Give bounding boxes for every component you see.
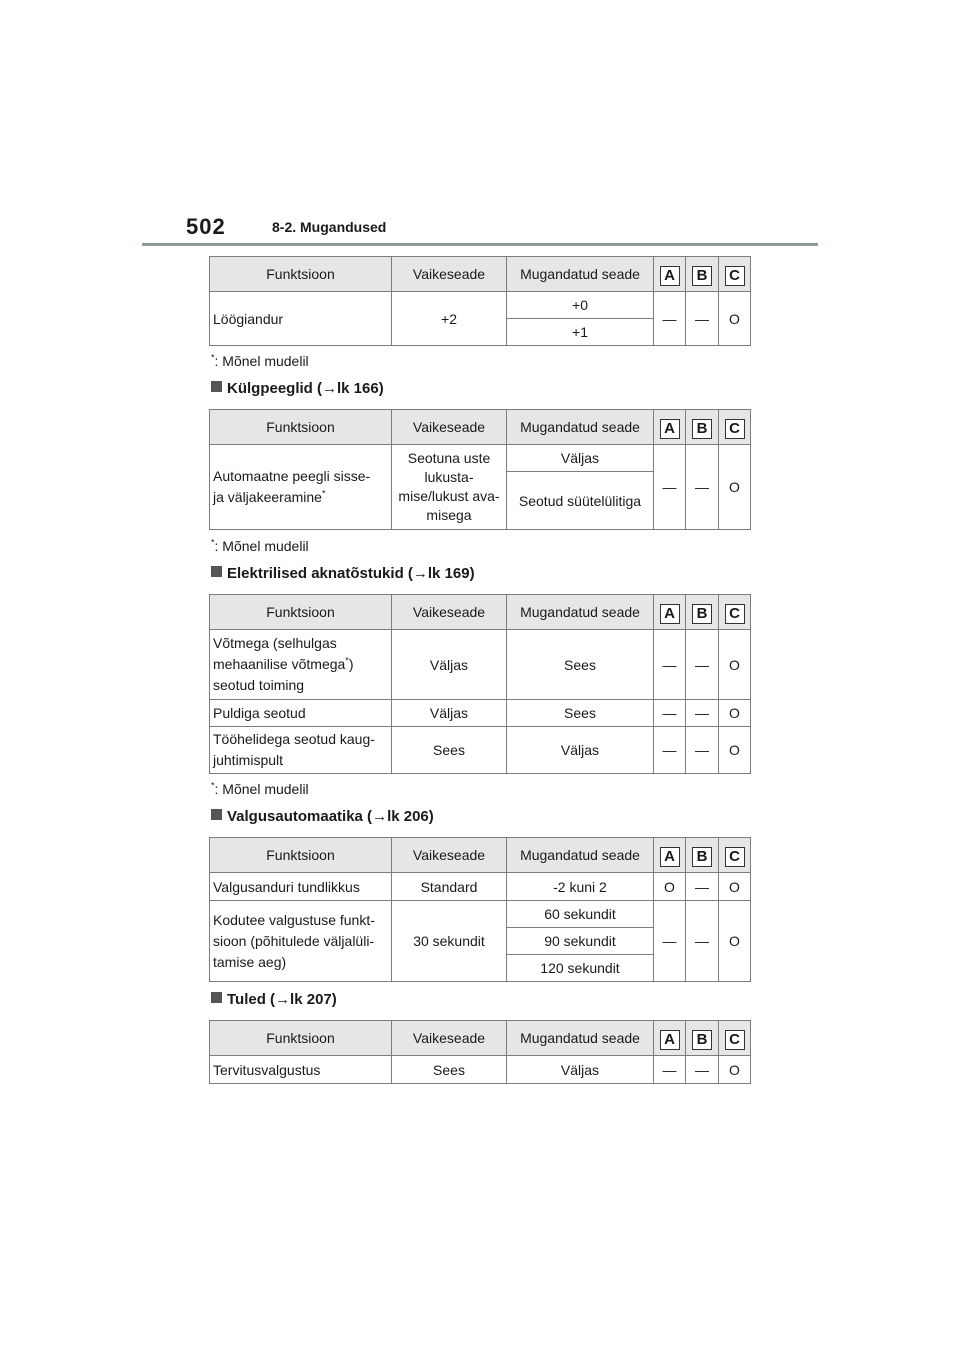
method-b-box: B (692, 1030, 712, 1050)
a-cell: O (654, 873, 686, 901)
table-row (210, 1056, 751, 1084)
settings-table-windows (209, 594, 751, 774)
column-header-default: Vaikeseade (392, 595, 507, 630)
table-header-row (210, 257, 751, 292)
column-header-custom: Mugandatud seade (507, 410, 654, 445)
function-cell: Automaatne peegli sisse- ja väljakeeramine* (210, 445, 392, 530)
a-cell: — (654, 445, 686, 530)
column-header-default: Vaikeseade (392, 410, 507, 445)
b-cell: — (686, 901, 719, 982)
column-header-function: Funktsioon (210, 257, 392, 292)
custom-cell: -2 kuni 2 (507, 873, 654, 901)
column-header-default: Vaikeseade (392, 1021, 507, 1056)
b-cell: — (686, 700, 719, 727)
column-header-custom: Mugandatud seade (507, 595, 654, 630)
table-header-row (210, 595, 751, 630)
column-header-b (686, 838, 719, 873)
default-cell: Seotuna uste lukusta- mise/lukust ava- misega (392, 445, 507, 530)
bullet-square-icon (211, 992, 222, 1003)
method-a-box: A (660, 419, 680, 439)
settings-table-mirrors (209, 409, 751, 530)
section-heading-lights: Tuled (→lk 207) (211, 991, 337, 1008)
custom-cell: +0 (507, 292, 654, 319)
table-row (210, 292, 751, 319)
method-c-box: C (725, 1030, 745, 1050)
column-header-c (719, 1021, 751, 1056)
method-b-box: B (692, 419, 712, 439)
c-cell: O (719, 292, 751, 346)
custom-cell: Sees (507, 700, 654, 727)
custom-cell: Väljas (507, 445, 654, 472)
c-cell: O (719, 873, 751, 901)
c-cell: O (719, 1056, 751, 1084)
custom-cell: Väljas (507, 1056, 654, 1084)
c-cell: O (719, 445, 751, 530)
column-header-c (719, 595, 751, 630)
a-cell: — (654, 630, 686, 700)
section-heading-windows: Elektrilised aknatõstukid (→lk 169) (211, 565, 475, 582)
column-header-a (654, 595, 686, 630)
default-cell: Sees (392, 727, 507, 774)
column-header-b (686, 257, 719, 292)
method-b-box: B (692, 847, 712, 867)
custom-cell: Väljas (507, 727, 654, 774)
column-header-b (686, 595, 719, 630)
column-header-b (686, 1021, 719, 1056)
default-cell: Väljas (392, 700, 507, 727)
c-cell: O (719, 727, 751, 774)
c-cell: O (719, 901, 751, 982)
method-b-box: B (692, 604, 712, 624)
table-row (210, 700, 751, 727)
section-heading-lights-auto: Valgusautomaatika (→lk 206) (211, 808, 434, 825)
column-header-c (719, 838, 751, 873)
function-cell: Tööhelidega seotud kaug- juhtimispult (210, 727, 392, 774)
table-row (210, 445, 751, 472)
column-header-custom: Mugandatud seade (507, 838, 654, 873)
section-heading-mirrors: Külgpeeglid (→lk 166) (211, 380, 384, 397)
a-cell: — (654, 901, 686, 982)
column-header-c (719, 410, 751, 445)
function-cell: Valgusanduri tundlikkus (210, 873, 392, 901)
method-c-box: C (725, 419, 745, 439)
method-c-box: C (725, 604, 745, 624)
method-c-box: C (725, 266, 745, 286)
column-header-function: Funktsioon (210, 838, 392, 873)
function-cell: Kodutee valgustuse funkt- sioon (põhitulede väljalüli- tamise aeg) (210, 901, 392, 982)
function-cell: Tervitusvalgustus (210, 1056, 392, 1084)
method-b-box: B (692, 266, 712, 286)
function-cell: Võtmega (selhulgas mehaanilise võtmega*) seotud toiming (210, 630, 392, 700)
column-header-a (654, 257, 686, 292)
table-header-row (210, 838, 751, 873)
footnote: *: Mõnel mudelil (211, 780, 309, 797)
custom-cell: Sees (507, 630, 654, 700)
column-header-a (654, 410, 686, 445)
method-c-box: C (725, 847, 745, 867)
b-cell: — (686, 727, 719, 774)
column-header-c (719, 257, 751, 292)
settings-table-auto-lights (209, 837, 751, 982)
column-header-function: Funktsioon (210, 1021, 392, 1056)
column-header-custom: Mugandatud seade (507, 257, 654, 292)
a-cell: — (654, 700, 686, 727)
table-header-row (210, 410, 751, 445)
column-header-default: Vaikeseade (392, 257, 507, 292)
column-header-default: Vaikeseade (392, 838, 507, 873)
b-cell: — (686, 873, 719, 901)
method-a-box: A (660, 847, 680, 867)
default-cell: Väljas (392, 630, 507, 700)
custom-cell: Seotud süütelülitiga (507, 472, 654, 530)
chapter-title: 8-2. Mugandused (272, 219, 387, 235)
footnote: *: Mõnel mudelil (211, 352, 309, 369)
default-cell: 30 sekundit (392, 901, 507, 982)
method-a-box: A (660, 266, 680, 286)
column-header-a (654, 838, 686, 873)
bullet-square-icon (211, 381, 222, 392)
default-cell: +2 (392, 292, 507, 346)
a-cell: — (654, 1056, 686, 1084)
column-header-b (686, 410, 719, 445)
table-row (210, 901, 751, 928)
page-number: 502 (186, 214, 226, 239)
function-cell: Puldiga seotud (210, 700, 392, 727)
b-cell: — (686, 630, 719, 700)
settings-table-knock-sensor (209, 256, 751, 346)
bullet-square-icon (211, 566, 222, 577)
b-cell: — (686, 1056, 719, 1084)
column-header-a (654, 1021, 686, 1056)
column-header-function: Funktsioon (210, 595, 392, 630)
column-header-custom: Mugandatud seade (507, 1021, 654, 1056)
custom-cell: 90 sekundit (507, 928, 654, 955)
function-cell: Löögiandur (210, 292, 392, 346)
header-divider (142, 243, 818, 246)
table-row (210, 727, 751, 774)
method-a-box: A (660, 1030, 680, 1050)
custom-cell: +1 (507, 319, 654, 346)
a-cell: — (654, 292, 686, 346)
table-header-row (210, 1021, 751, 1056)
table-row (210, 873, 751, 901)
default-cell: Standard (392, 873, 507, 901)
settings-table-lights (209, 1020, 751, 1084)
a-cell: — (654, 727, 686, 774)
table-row (210, 630, 751, 700)
method-a-box: A (660, 604, 680, 624)
custom-cell: 60 sekundit (507, 901, 654, 928)
c-cell: O (719, 630, 751, 700)
footnote: *: Mõnel mudelil (211, 537, 309, 554)
c-cell: O (719, 700, 751, 727)
b-cell: — (686, 445, 719, 530)
b-cell: — (686, 292, 719, 346)
custom-cell: 120 sekundit (507, 955, 654, 982)
default-cell: Sees (392, 1056, 507, 1084)
bullet-square-icon (211, 809, 222, 820)
column-header-function: Funktsioon (210, 410, 392, 445)
